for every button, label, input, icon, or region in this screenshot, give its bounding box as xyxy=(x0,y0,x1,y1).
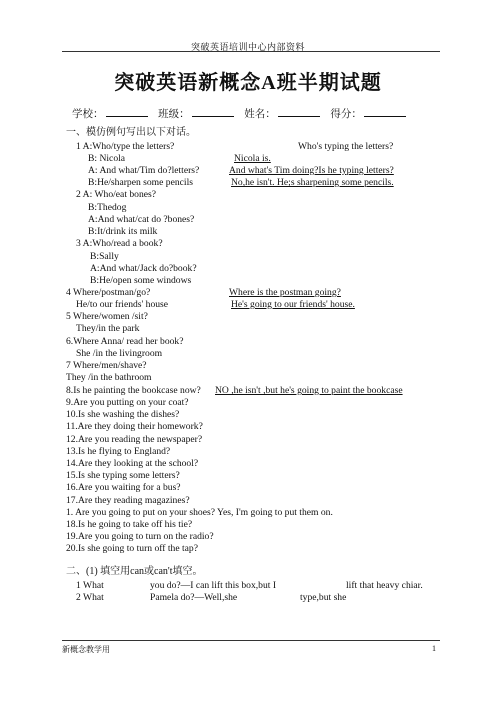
q11-question: 11.Are they doing their homework? xyxy=(66,421,203,432)
page-number: 1 xyxy=(432,644,436,653)
q4-line-b: He/to our friends' house xyxy=(76,299,169,310)
student-info-row xyxy=(72,106,414,121)
q3-line-b: B:Sally xyxy=(90,251,119,262)
name-label: 姓名： xyxy=(244,109,276,120)
q20-question: 20.Is she going to turn off the tap? xyxy=(66,543,198,554)
q9-question: 9.Are you putting on your coat? xyxy=(66,397,189,408)
q4-answer-b: He's going to our friends' house. xyxy=(231,299,355,310)
header-divider xyxy=(62,51,440,52)
section2-heading: 二、(1) 填空用can或can't填空。 xyxy=(66,566,203,577)
q8-answer: NO ,he isn't ,but he's going to paint the bookcase xyxy=(215,385,403,396)
q14-question: 14.Are they looking at the school? xyxy=(66,458,199,469)
q17-question: 17.Are they reading magazines? xyxy=(66,495,190,506)
q1-answer-b: Nicola is. xyxy=(234,153,271,164)
q6-line-a: 6.Where Anna/ read her book? xyxy=(66,336,184,347)
q2-line-a: 2 A: Who/eat bones? xyxy=(76,189,157,200)
school-field[interactable] xyxy=(106,107,148,117)
q15-question: 15.Is she typing some letters? xyxy=(66,470,180,481)
s2-row1-middle: you do?—I can lift this box,but I xyxy=(150,580,277,591)
q5-line-a: 5 Where/women /sit? xyxy=(66,311,148,322)
q4-answer-a: Where is the postman going? xyxy=(229,287,341,298)
document-title: 突破英语新概念A班半期试题 xyxy=(114,72,382,94)
q16-question: 16.Are you waiting for a bus? xyxy=(66,482,181,493)
q7-line-b: They /in the bathroom xyxy=(66,372,152,383)
footer-divider xyxy=(62,640,440,641)
q1-line-b: B: Nicola xyxy=(88,153,126,164)
s2-row1-end: lift that heavy chiar. xyxy=(346,580,423,591)
q10-question: 10.Is she washing the dishes? xyxy=(66,409,180,420)
q2-line-c: A:And what/cat do ?bones? xyxy=(88,214,195,225)
header-title: 突破英语培训中心内部资料 xyxy=(190,42,305,52)
q1-line-a: 1 A:Who/type the letters? xyxy=(76,141,175,152)
q1-answer-d: No,he isn't. He;s sharpening some pencils. xyxy=(231,177,394,188)
s2-row2-end: type,but she xyxy=(300,592,347,603)
q8-question: 8.Is he painting the bookcase now? xyxy=(66,385,201,396)
q12-question: 12.Are you reading the newspaper? xyxy=(66,434,203,445)
score-field[interactable] xyxy=(364,107,406,117)
q1-line-c: A: And what/Tim do?letters? xyxy=(88,165,200,176)
q2-line-b: B:Thedog xyxy=(88,202,127,213)
q6-line-b: She /in the livingroom xyxy=(76,348,163,359)
q3-line-a: 3 A:Who/read a book? xyxy=(76,238,163,249)
s2-row2-start: 2 What xyxy=(76,592,104,603)
q5-line-b: They/in the park xyxy=(76,323,140,334)
q1-answer-a: Who's typing the letters? xyxy=(298,141,394,152)
s2-row2-middle: Pamela do?—Well,she xyxy=(150,592,238,603)
q3-line-c: A:And what/Jack do?book? xyxy=(90,263,197,274)
q7-line-a: 7 Where/men/shave? xyxy=(66,360,147,371)
q3-line-d: B:He/open some windows xyxy=(90,275,192,286)
q1-line-d: B:He/sharpen some pencils xyxy=(88,177,193,188)
class-field[interactable] xyxy=(192,107,234,117)
class-label: 班级： xyxy=(158,109,190,120)
q1-answer-c: And what's Tim doing?Is he typing letters? xyxy=(229,165,394,176)
school-label: 学校： xyxy=(72,109,104,120)
q4-line-a: 4 Where/postman/go? xyxy=(66,287,151,298)
s2-row1-start: 1 What xyxy=(76,580,104,591)
score-label: 得分： xyxy=(330,109,362,120)
q19-question: 19.Are you going to turn on the radio? xyxy=(66,531,214,542)
q2-line-d: B:It/drink its milk xyxy=(88,226,158,237)
footer-label: 新概念教学用 xyxy=(62,645,110,654)
q13-question: 13.Is he flying to England? xyxy=(66,446,171,457)
example-line: 1. Are you going to put on your shoes? Yes, I'm going to put them on. xyxy=(66,507,333,518)
section1-heading: 一、模仿例句写出以下对话。 xyxy=(66,127,196,138)
q18-question: 18.Is he going to take off his tie? xyxy=(66,519,193,530)
name-field[interactable] xyxy=(278,107,320,117)
